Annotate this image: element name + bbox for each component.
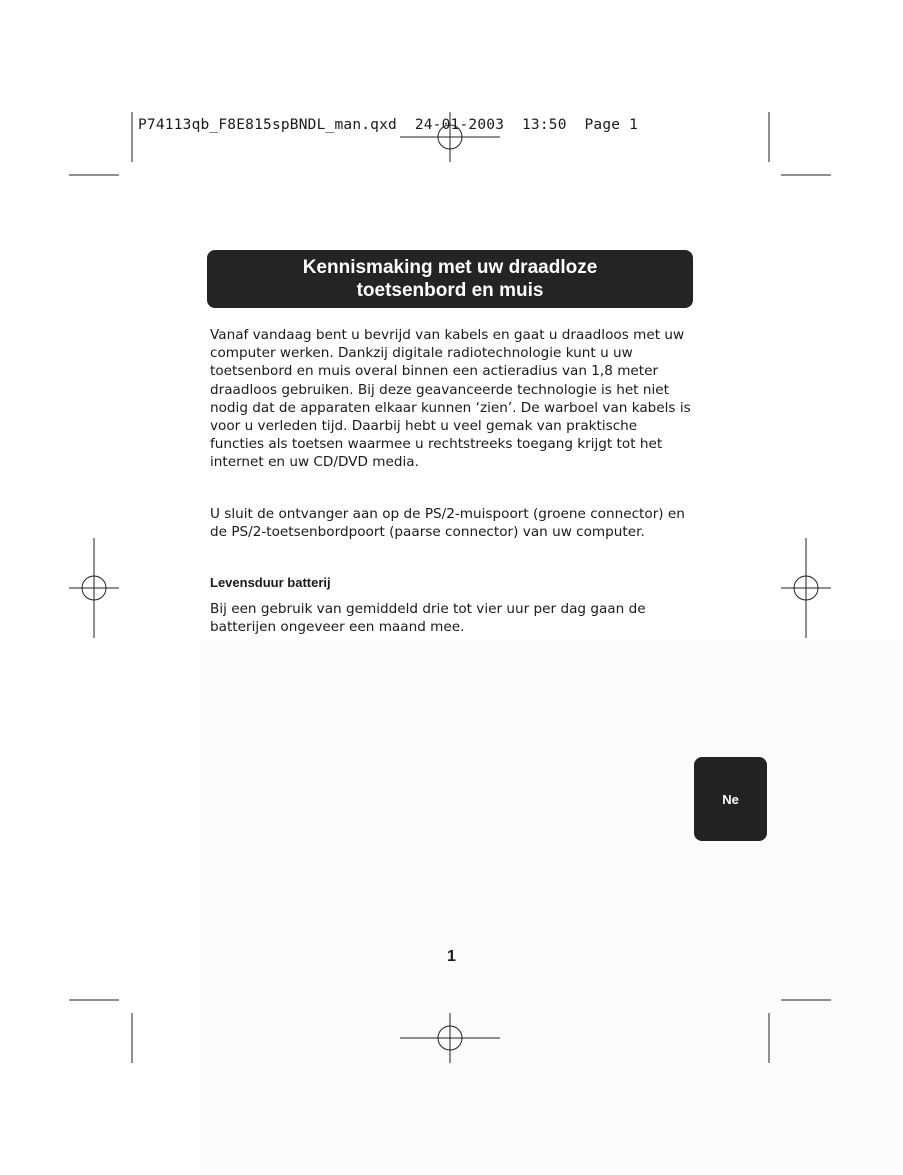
page-number: 1	[447, 948, 456, 965]
paragraph-line: toetsenbord en muis overal binnen een actieradius van 1,8 meter	[210, 363, 659, 380]
paragraph-line: functies als toetsen waarmee u rechtstreeks toegang krijgt tot het	[210, 436, 663, 453]
paragraph-line: Vanaf vandaag bent u bevrijd van kabels en gaat u draadloos met uw	[210, 327, 685, 343]
intro-paragraph	[210, 326, 691, 472]
registration-mark-right	[781, 538, 831, 638]
paragraph-line: Bij een gebruik van gemiddeld drie tot vier uur per dag gaan de	[210, 601, 646, 617]
paragraph-line: U sluit de ontvanger aan op de PS/2-muispoort (groene connector) en	[210, 506, 685, 522]
paragraph-line: voor u verleden tijd. Daarbij hebt u veel gemak van praktische	[210, 418, 638, 435]
section-title-line-2: toetsenbord en muis	[356, 280, 544, 301]
language-tab: Ne	[694, 757, 767, 841]
paragraph-line: computer werken. Dankzij digitale radiotechnologie kunt u uw	[210, 345, 633, 362]
battery-paragraph	[210, 600, 646, 636]
section-title-bar	[207, 250, 693, 308]
paragraph-line: draadloos gebruiken. Bij deze geavanceerde technologie is het niet	[210, 381, 669, 398]
paragraph-line: batterijen ongeveer een maand mee.	[210, 619, 465, 636]
paragraph-line: internet en uw CD/DVD media.	[210, 454, 419, 471]
section-title-line-1: Kennismaking met uw draadloze	[302, 257, 598, 278]
paragraph-line: de PS/2-toetsenbordpoort (paarse connector) van uw computer.	[210, 524, 645, 541]
registration-mark-left	[69, 538, 119, 638]
paragraph-line: nodig dat de apparaten elkaar kunnen ‘zien’. De warboel van kabels is	[210, 399, 691, 416]
battery-heading: Levensduur batterij	[210, 575, 331, 590]
connection-paragraph	[210, 505, 685, 541]
file-slug-line: P74113qb_F8E815spBNDL_man.qxd 24-01-2003 13:50 Page 1	[138, 117, 639, 133]
registration-mark-bottom	[400, 1013, 500, 1063]
